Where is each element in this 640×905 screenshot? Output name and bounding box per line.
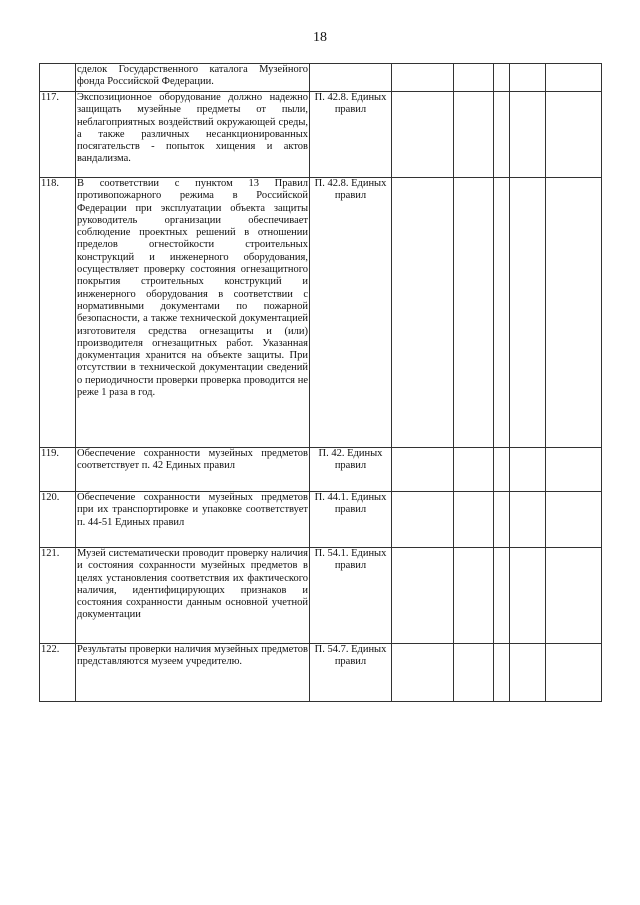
answer-cell bbox=[510, 548, 546, 644]
answer-cell bbox=[454, 92, 494, 178]
row-number: 122. bbox=[40, 644, 76, 702]
answer-cell bbox=[392, 448, 454, 492]
answer-cell bbox=[494, 92, 510, 178]
notes-cell bbox=[546, 548, 602, 644]
table-row bbox=[40, 92, 602, 178]
answer-cell bbox=[392, 92, 454, 178]
notes-cell bbox=[546, 448, 602, 492]
answer-cell bbox=[392, 492, 454, 548]
answer-cell bbox=[510, 644, 546, 702]
table-row bbox=[40, 548, 602, 644]
notes-cell bbox=[546, 92, 602, 178]
notes-cell bbox=[546, 64, 602, 92]
legal-reference: П. 42.8. Единых правил bbox=[310, 92, 392, 178]
notes-cell bbox=[546, 644, 602, 702]
answer-cell bbox=[510, 178, 546, 448]
requirements-table bbox=[39, 63, 602, 702]
requirement-text: Экспозиционное оборудование должно надежно защищать музейные предметы от пыли, неблагоприятных воздействий окружающей среды, а также различных несанкционированных посягательств - попыток хищения и актов вандализма. bbox=[76, 92, 310, 178]
answer-cell bbox=[494, 448, 510, 492]
requirement-text: Обеспечение сохранности музейных предметов при их транспортировке и упаковке соответствует п. 44-51 Единых правил bbox=[76, 492, 310, 548]
answer-cell bbox=[454, 178, 494, 448]
notes-cell bbox=[546, 178, 602, 448]
legal-reference bbox=[310, 64, 392, 92]
row-number bbox=[40, 64, 76, 92]
answer-cell bbox=[454, 492, 494, 548]
answer-cell bbox=[454, 64, 494, 92]
legal-reference: П. 54.7. Единых правил bbox=[310, 644, 392, 702]
requirement-text: сделок Государственного каталога Музейного фонда Российской Федерации. bbox=[76, 64, 310, 92]
row-number: 121. bbox=[40, 548, 76, 644]
answer-cell bbox=[494, 64, 510, 92]
row-number: 119. bbox=[40, 448, 76, 492]
answer-cell bbox=[510, 92, 546, 178]
legal-reference: П. 42.8. Единых правил bbox=[310, 178, 392, 448]
legal-reference: П. 42. Единых правил bbox=[310, 448, 392, 492]
table-row bbox=[40, 644, 602, 702]
requirement-text: Обеспечение сохранности музейных предметов соответствует п. 42 Единых правил bbox=[76, 448, 310, 492]
table-row bbox=[40, 448, 602, 492]
answer-cell bbox=[510, 492, 546, 548]
answer-cell bbox=[494, 178, 510, 448]
answer-cell bbox=[392, 178, 454, 448]
answer-cell bbox=[494, 644, 510, 702]
row-number: 120. bbox=[40, 492, 76, 548]
legal-reference: П. 54.1. Единых правил bbox=[310, 548, 392, 644]
requirement-text: Музей систематически проводит проверку наличия и состояния сохранности музейных предметов в целях установления соответствия их фактического наличия, идентифицирующих признаков и состояния сохранности данным основной учетной документации bbox=[76, 548, 310, 644]
table-row bbox=[40, 64, 602, 92]
answer-cell bbox=[392, 64, 454, 92]
legal-reference: П. 44.1. Единых правил bbox=[310, 492, 392, 548]
row-number: 118. bbox=[40, 178, 76, 448]
table-row bbox=[40, 492, 602, 548]
answer-cell bbox=[454, 644, 494, 702]
answer-cell bbox=[392, 644, 454, 702]
answer-cell bbox=[454, 448, 494, 492]
answer-cell bbox=[454, 548, 494, 644]
requirement-text: В соответствии с пунктом 13 Правил противопожарного режима в Российской Федерации при эксплуатации объекта защиты руководитель организации обеспечивает соблюдение проектных решений в отношении пределов огнестойкости строительных конструкций и инженерного оборудования, осуществляет проверку состояния огнезащитного покрытия строительных конструкций и инженерного оборудования в соответствии с нормативными документами по пожарной безопасности, а также технической документацией изготовителя средства огнезащиты и (или) производителя огнезащитных работ. Указанная документация хранится на объекте защиты. При отсутствии в технической документации сведений о периодичности проверки проверка проводится не реже 1 раза в год. bbox=[76, 178, 310, 448]
row-number: 117. bbox=[40, 92, 76, 178]
table-row bbox=[40, 178, 602, 448]
answer-cell bbox=[494, 548, 510, 644]
answer-cell bbox=[510, 448, 546, 492]
answer-cell bbox=[392, 548, 454, 644]
requirement-text: Результаты проверки наличия музейных предметов представляются музеем учредителю. bbox=[76, 644, 310, 702]
notes-cell bbox=[546, 492, 602, 548]
answer-cell bbox=[494, 492, 510, 548]
page-number: 18 bbox=[313, 30, 327, 45]
answer-cell bbox=[510, 64, 546, 92]
